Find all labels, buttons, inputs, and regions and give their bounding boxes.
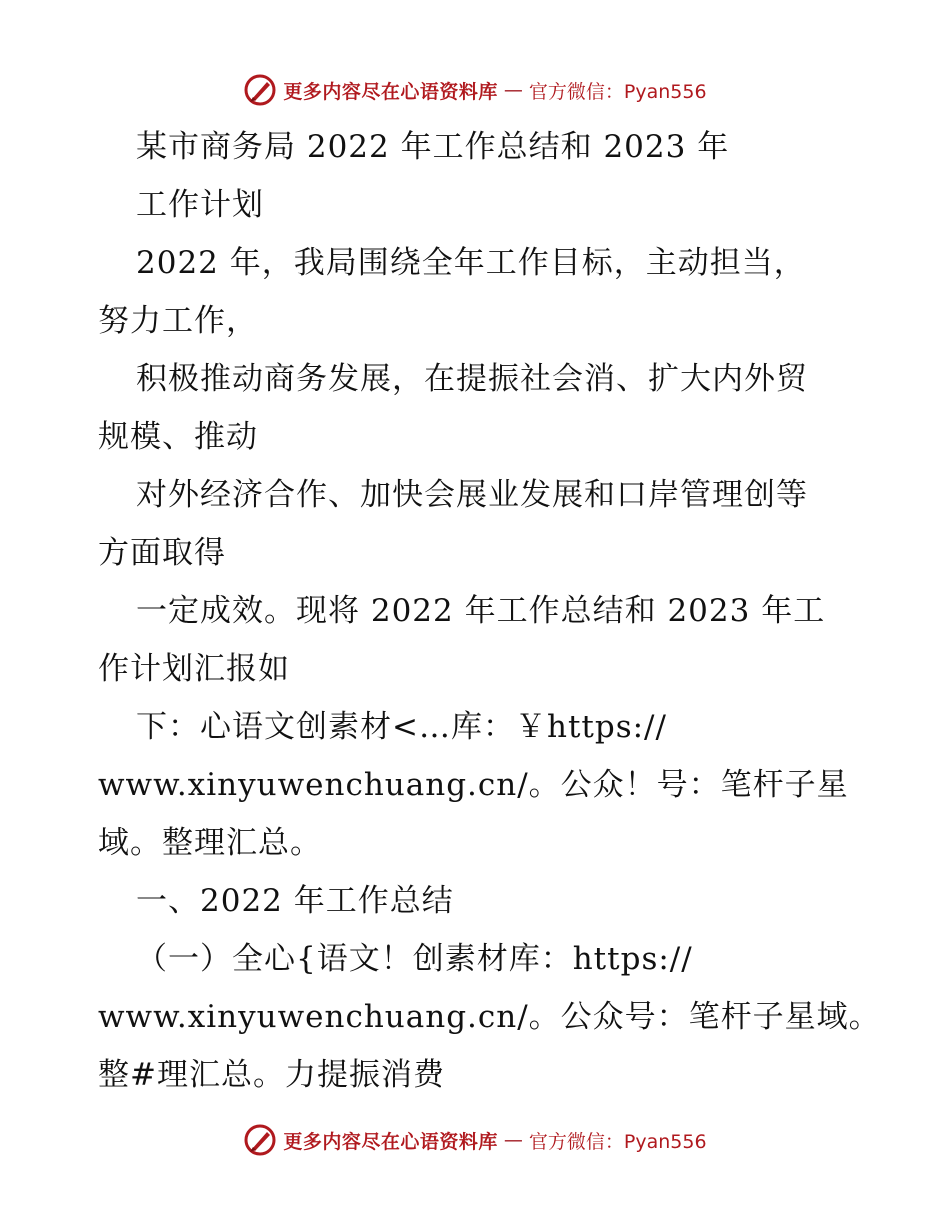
document-body <box>98 118 881 1104</box>
quill-pen-logo-icon <box>243 1123 277 1157</box>
header-banner <box>0 70 950 110</box>
section-heading: 一、2022 年工作总结 <box>136 883 454 919</box>
body-line: 规模、推动 <box>98 419 258 455</box>
footer-banner <box>0 1120 950 1160</box>
body-line: 一定成效。现将 2022 年工作总结和 2023 年工 <box>136 593 826 629</box>
body-line: www.xinyuwenchuang.cn/。公众！号：笔杆子星 <box>98 767 849 803</box>
banner-contact: 官方微信：Pyan556 <box>528 80 707 103</box>
body-line: 域。整理汇总。 <box>98 825 322 861</box>
quill-pen-logo-icon <box>243 73 277 107</box>
body-line: 整#理汇总。力提振消费 <box>98 1057 445 1093</box>
body-line: www.xinyuwenchuang.cn/。公众号：笔杆子星域。 <box>98 999 881 1035</box>
subsection-heading: （一）全心{语文！创素材库：https:// <box>136 941 693 977</box>
banner-text: 更多内容尽在心语资料库 <box>283 1130 498 1153</box>
document-title-line-2: 工作计划 <box>136 187 264 223</box>
body-line: 积极推动商务发展，在提振社会消、扩大内外贸 <box>136 361 808 397</box>
body-line: 2022 年，我局围绕全年工作目标，主动担当， <box>136 245 806 281</box>
body-line: 下：心语文创素材<…库：￥https:// <box>136 709 667 745</box>
body-line: 方面取得 <box>98 535 226 571</box>
document-title-line-1: 某市商务局 2022 年工作总结和 2023 年 <box>136 129 730 165</box>
banner-separator: — <box>503 1129 523 1151</box>
banner-contact: 官方微信：Pyan556 <box>528 1130 707 1153</box>
banner-text: 更多内容尽在心语资料库 <box>283 80 498 103</box>
body-line: 对外经济合作、加快会展业发展和口岸管理创等 <box>136 477 808 513</box>
body-line: 作计划汇报如 <box>98 651 290 687</box>
body-line: 努力工作， <box>98 303 258 339</box>
banner-separator: — <box>503 79 523 101</box>
